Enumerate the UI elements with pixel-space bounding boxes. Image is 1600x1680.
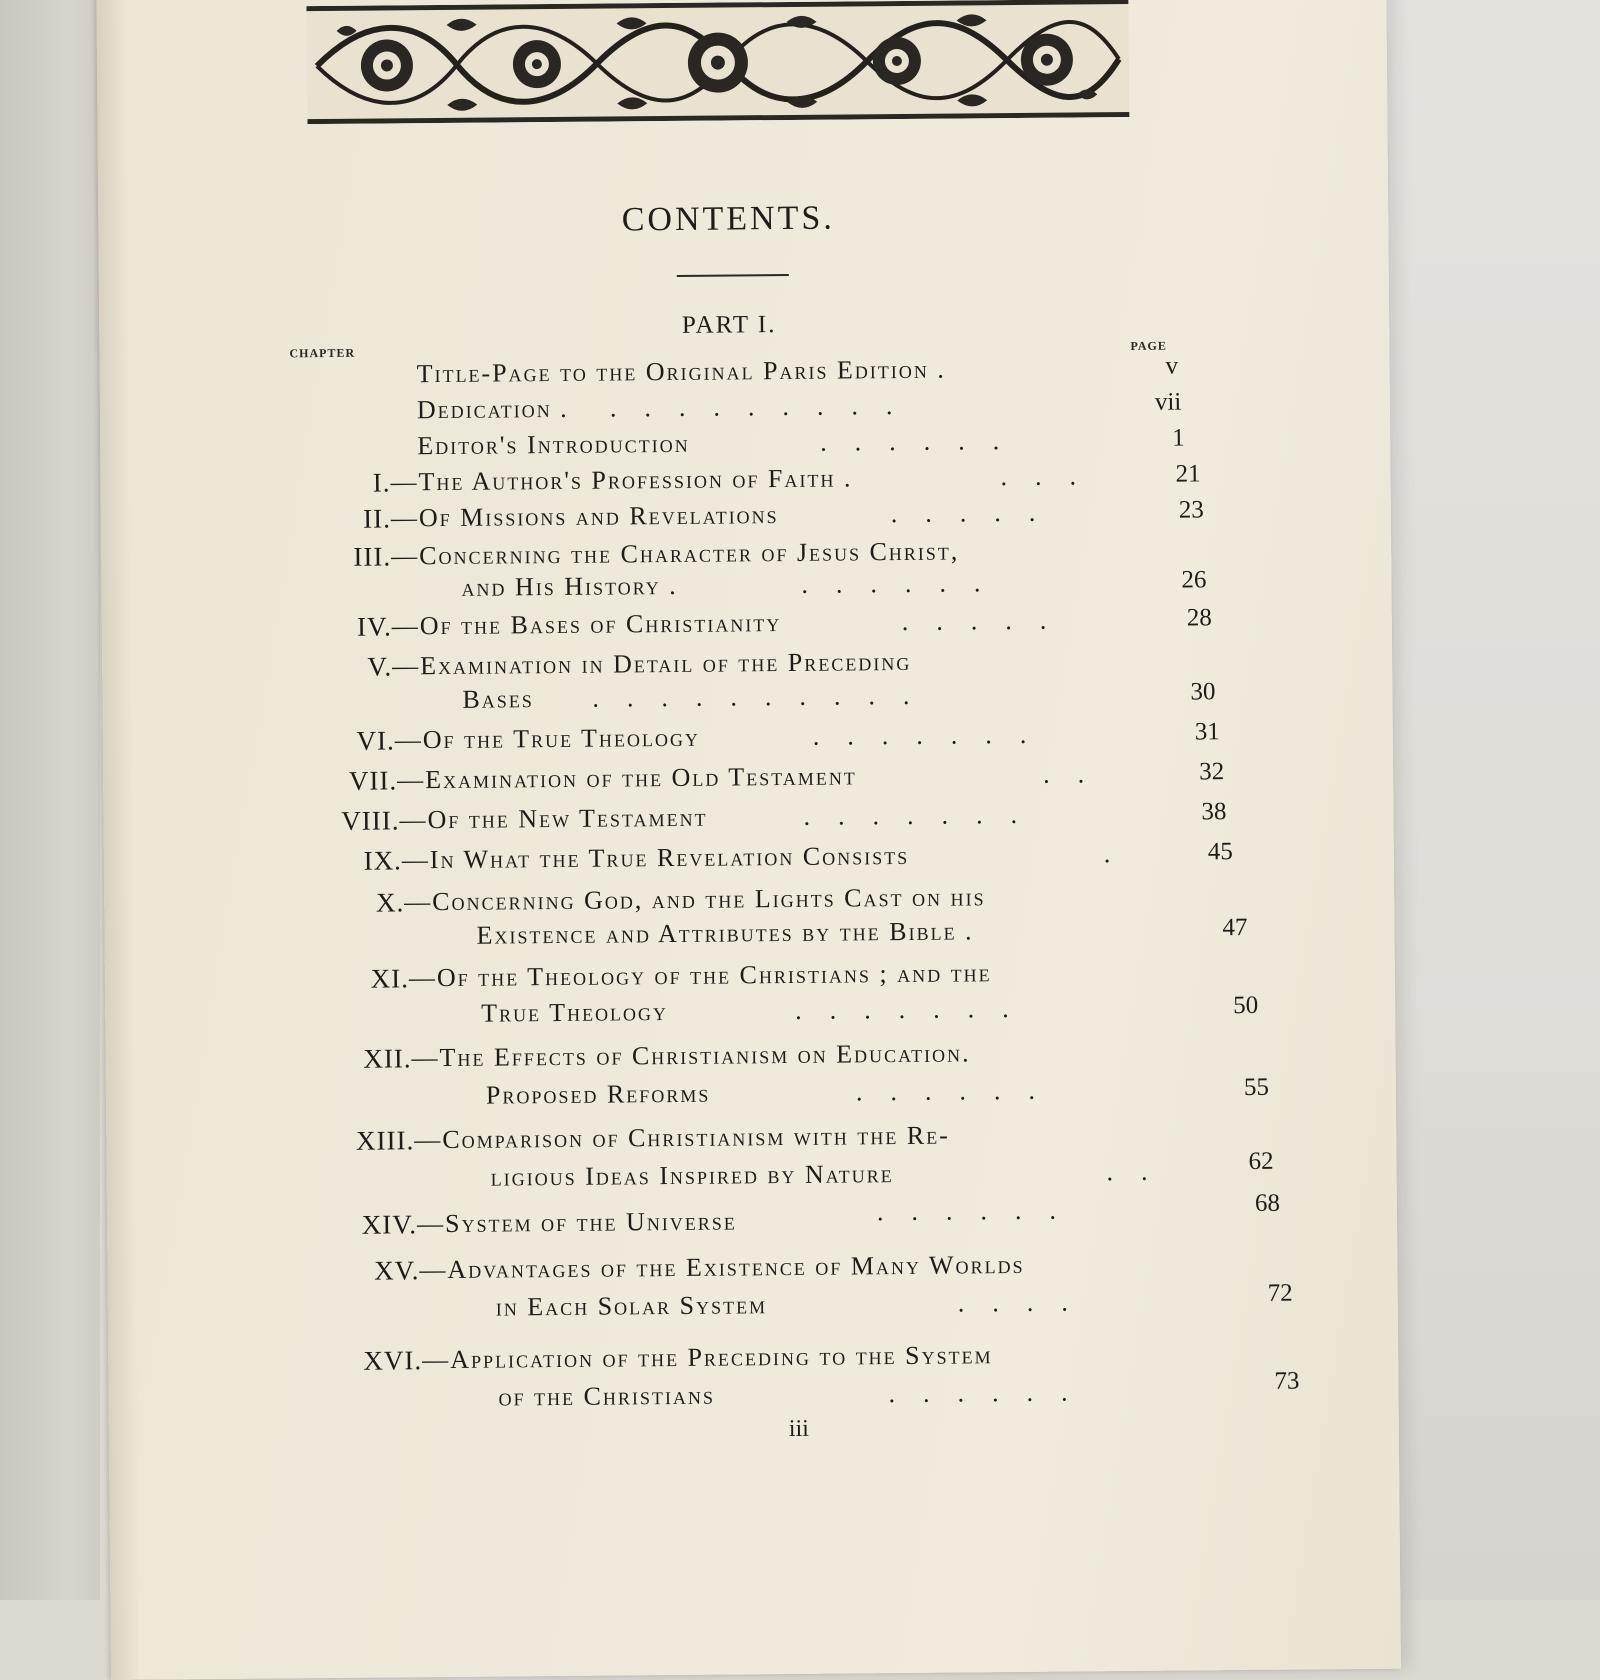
toc-chapter-number: IV. (356, 611, 392, 642)
toc-entry-title: —System of the Universe (416, 1206, 737, 1239)
toc-page-number: 30 (1190, 678, 1216, 706)
toc-entry-title-continued: Proposed Reforms (485, 1078, 711, 1110)
toc-leader-dots: ...... (876, 1195, 1085, 1227)
toc-entry-title: —Of the Bases of Christianity (391, 608, 782, 641)
toc-leader-dots: .. (1106, 1156, 1176, 1187)
toc-entry-title: Dedication . (416, 393, 569, 425)
toc-entry-title: —Concerning the Character of Jesus Christ, (391, 536, 960, 571)
toc-chapter-number: XVI. (363, 1345, 423, 1376)
toc-page-number: 26 (1181, 566, 1207, 594)
chapter-column-header: CHAPTER (289, 345, 356, 361)
toc-chapter-number: XIV. (361, 1209, 418, 1240)
toc-page-number: 72 (1267, 1279, 1293, 1307)
toc-leader-dots: ...... (888, 1377, 1096, 1409)
toc-chapter-number: XIII. (355, 1125, 415, 1156)
toc-entry-title-continued: Existence and Attributes by the Bible . (476, 916, 974, 950)
part-heading: PART I. (681, 311, 777, 339)
toc-entry-title-continued: and His History . (461, 570, 678, 602)
toc-page-number: 1 (1172, 424, 1185, 452)
toc-page-number: 31 (1194, 718, 1220, 746)
toc-leader-dots: ....... (795, 993, 1037, 1025)
toc-page-number: vii (1154, 388, 1182, 416)
toc-page-number: 62 (1248, 1147, 1274, 1175)
toc-entry-title-continued: of the Christians (498, 1380, 716, 1412)
toc-leader-dots: ...... (820, 425, 1028, 457)
toc-page-number: 32 (1199, 758, 1225, 786)
toc-entry-title: —Comparison of Christianism with the Re- (414, 1120, 950, 1155)
toc-chapter-number: XI. (370, 963, 410, 994)
page-title: CONTENTS. (621, 199, 835, 239)
page-column-header: PAGE (1130, 338, 1167, 353)
toc-leader-dots: .......... (592, 680, 938, 713)
toc-leader-dots: ...... (801, 568, 1009, 599)
toc-entry-title-continued: in Each Solar System (495, 1290, 768, 1322)
toc-leader-dots: ..... (901, 605, 1075, 636)
toc-leader-dots: . (1103, 838, 1139, 869)
toc-chapter-number: XV. (374, 1255, 420, 1286)
toc-page-number: 45 (1207, 838, 1233, 866)
toc-entry-title: —Of the True Theology (394, 722, 701, 755)
toc-entry-title: —Of the New Testament (399, 802, 708, 835)
toc-entry-title: —The Effects of Christianism on Education. (411, 1038, 971, 1073)
toc-page-number: 55 (1243, 1073, 1269, 1102)
table-of-contents (96, 0, 1400, 1560)
toc-page-number: 21 (1175, 460, 1201, 488)
toc-leader-dots: ... (1000, 461, 1105, 492)
toc-entry-title: Title-Page to the Original Paris Edition . (416, 354, 946, 389)
toc-entry-title-continued: Bases (462, 684, 534, 714)
toc-page-number: v (1165, 352, 1179, 380)
toc-entry-title: Editor's Introduction (417, 428, 690, 461)
toc-chapter-number: X. (375, 887, 405, 918)
toc-entry-title: —Examination in Detail of the Preceding (392, 646, 912, 681)
toc-entry-title: —Of Missions and Revelations (390, 500, 779, 533)
toc-chapter-number: XII. (363, 1043, 412, 1074)
toc-leader-dots: .... (957, 1287, 1096, 1318)
toc-page-number: 23 (1178, 496, 1204, 524)
toc-chapter-number: VII. (348, 765, 398, 796)
page-folio: iii (788, 1415, 809, 1443)
toc-entry-title-continued: ligious Ideas Inspired by Nature (490, 1159, 894, 1192)
toc-entry-title: —Examination of the Old Testament (397, 761, 857, 795)
toc-entry-title: —The Author's Profession of Faith . (390, 463, 853, 497)
toc-page-number: 38 (1201, 798, 1227, 826)
toc-page-number: 73 (1274, 1367, 1300, 1395)
toc-entry-title: —Concerning God, and the Lights Cast on his (404, 882, 986, 917)
toc-entry-title: —Of the Theology of the Christians ; and the (408, 958, 992, 993)
toc-chapter-number: II. (363, 503, 392, 534)
toc-chapter-number: IX. (363, 845, 402, 876)
book-page (96, 0, 1401, 1680)
toc-entry-title-continued: True Theology (481, 997, 669, 1028)
toc-page-number: 28 (1186, 604, 1212, 632)
toc-chapter-number: I. (372, 467, 391, 498)
toc-chapter-number: III. (353, 541, 392, 572)
toc-entry-title: —Advantages of the Existence of Many Worlds (419, 1249, 1025, 1285)
toc-entry-title: —Application of the Preceding to the System (422, 1340, 993, 1375)
toc-chapter-number: VI. (356, 725, 395, 756)
toc-leader-dots: ....... (803, 799, 1046, 831)
toc-chapter-number: VIII. (341, 805, 400, 836)
toc-leader-dots: ...... (855, 1075, 1064, 1107)
toc-leader-dots: ..... (890, 497, 1064, 529)
background-left (0, 0, 100, 1600)
toc-leader-dots: .. (1043, 759, 1113, 789)
toc-leader-dots: ......... (609, 390, 921, 423)
toc-entry-title: —In What the True Revelation Consists (401, 840, 910, 875)
toc-page-number: 47 (1222, 913, 1248, 942)
toc-page-number: 68 (1254, 1189, 1281, 1217)
toc-leader-dots: ....... (812, 719, 1055, 751)
toc-page-number: 50 (1233, 991, 1259, 1020)
toc-chapter-number: V. (367, 651, 393, 682)
